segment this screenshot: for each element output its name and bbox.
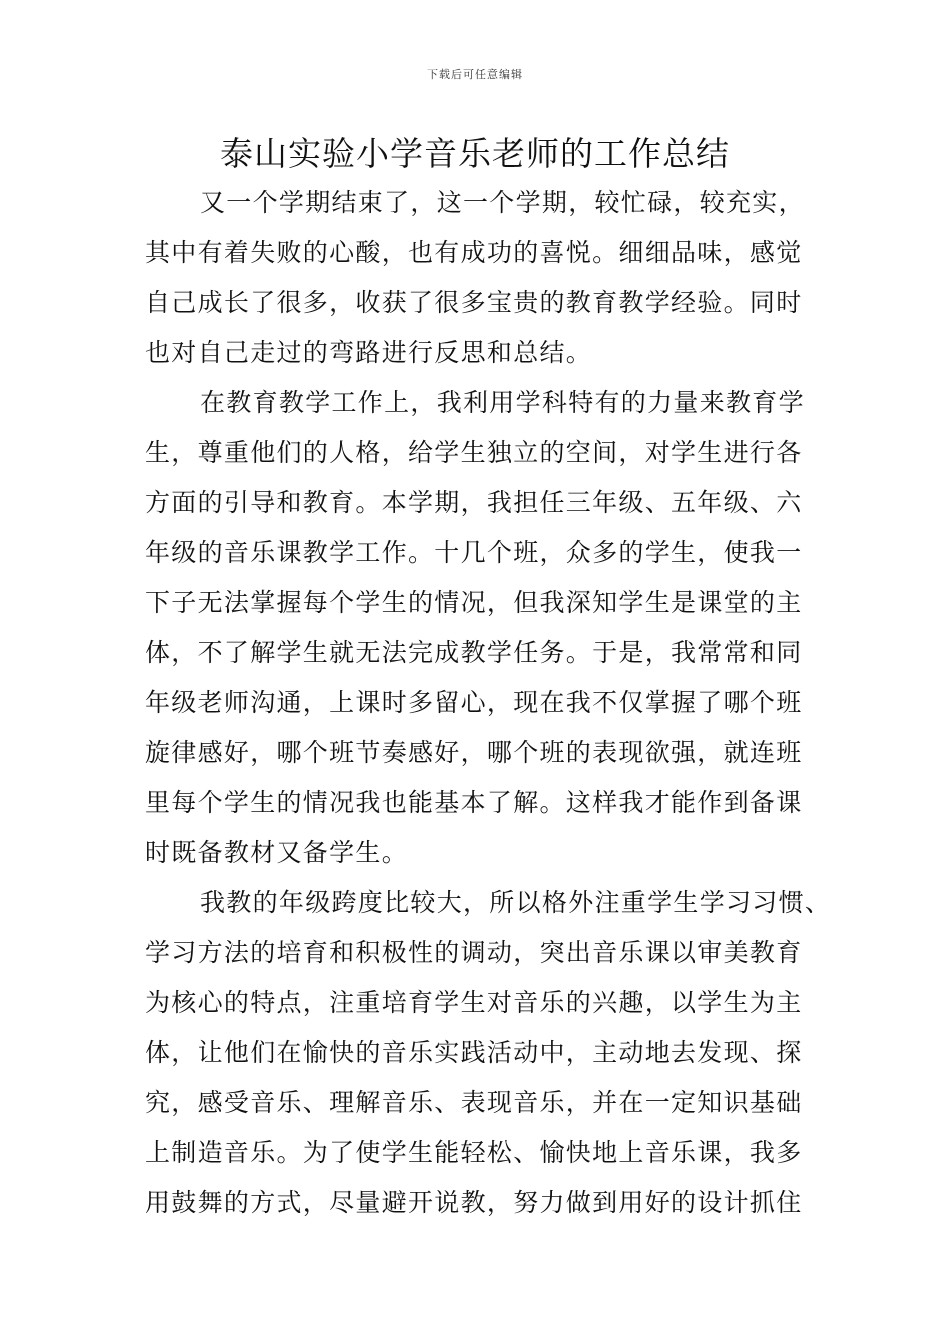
text-line: 年级老师沟通，上课时多留心，现在我不仅掌握了哪个班 [145,688,803,717]
text-line: 旋律感好，哪个班节奏感好，哪个班的表现欲强，就连班 [145,738,803,767]
paragraph-3 [145,878,835,1228]
text-line: 为核心的特点，注重培育学生对音乐的兴趣，以学生为主 [145,988,803,1017]
paragraph-2 [145,378,835,878]
document-body [145,178,835,1228]
text-line: 在教育教学工作上，我利用学科特有的力量来教育学 [200,388,805,417]
text-line: 体，让他们在愉快的音乐实践活动中，主动地去发现、探 [145,1038,803,1067]
text-line: 生，尊重他们的人格，给学生独立的空间，对学生进行各 [145,438,803,467]
header-note: 下载后可任意编辑 [427,68,523,81]
text-line: 方面的引导和教育。本学期，我担任三年级、五年级、六 [145,488,803,517]
text-line: 里每个学生的情况我也能基本了解。这样我才能作到备课 [145,788,803,817]
text-line: 其中有着失败的心酸，也有成功的喜悦。细细品味，感觉 [145,238,803,267]
text-line: 我教的年级跨度比较大，所以格外注重学生学习习惯、 [200,888,832,917]
text-line: 又一个学期结束了，这一个学期，较忙碌，较充实， [200,188,805,217]
text-line: 用鼓舞的方式，尽量避开说教，努力做到用好的设计抓住 [145,1188,803,1217]
text-line: 上制造音乐。为了使学生能轻松、愉快地上音乐课，我多 [145,1138,803,1167]
text-line: 也对自己走过的弯路进行反思和总结。 [145,338,593,367]
document-title: 泰山实验小学音乐老师的工作总结 [220,134,730,173]
paragraph-1 [145,178,835,378]
text-line: 下子无法掌握每个学生的情况，但我深知学生是课堂的主 [145,588,803,617]
text-line: 究，感受音乐、理解音乐、表现音乐，并在一定知识基础 [145,1088,803,1117]
text-line: 自己成长了很多，收获了很多宝贵的教育教学经验。同时 [145,288,803,317]
text-line: 时既备教材又备学生。 [145,838,409,867]
text-line: 体，不了解学生就无法完成教学任务。于是，我常常和同 [145,638,803,667]
text-line: 年级的音乐课教学工作。十几个班，众多的学生，使我一 [145,538,803,567]
text-line: 学习方法的培育和积极性的调动，突出音乐课以审美教育 [145,938,803,967]
